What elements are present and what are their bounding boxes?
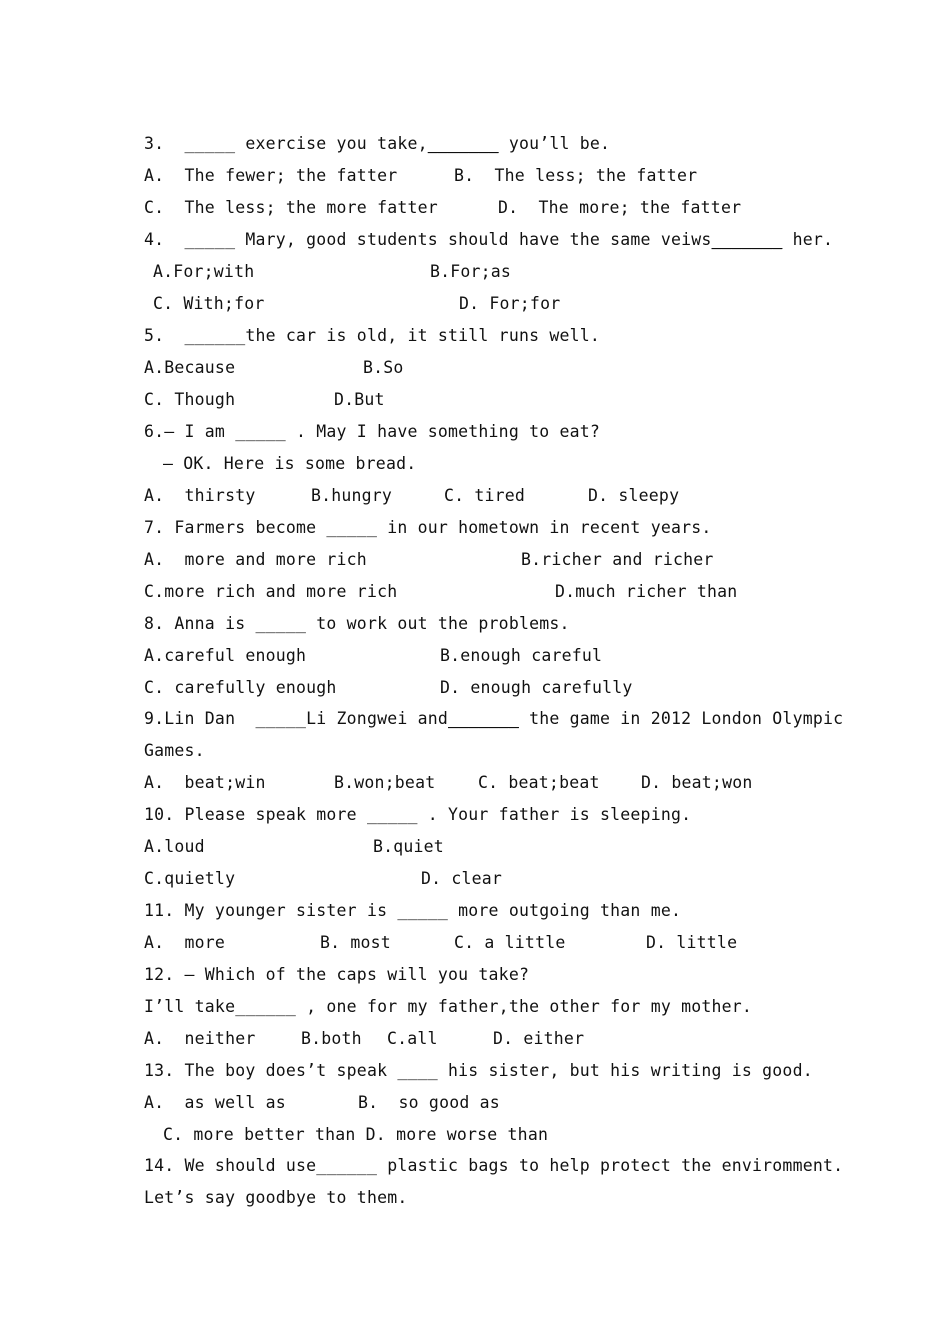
q6-option-b: B.hungry [311, 486, 393, 505]
q9-option-a: A. beat;win [144, 773, 266, 792]
q13-stem: 13. The boy does’t speak ____ his sister, but his writing is good. [144, 1061, 813, 1080]
q12-reply: I’ll take______ , one for my father,the other for my mother. [144, 997, 753, 1016]
q8-option-a: A.careful enough [144, 646, 307, 665]
q9-stem [144, 709, 843, 729]
q4-stem-text: 4. _____ Mary, good students should have the same veiws [144, 230, 712, 249]
q4-stem-end: her. [782, 230, 834, 249]
q11-option-a: A. more [144, 933, 226, 952]
q12-option-c: C.all [387, 1029, 438, 1048]
q11-option-c: C. a little [454, 933, 566, 952]
q5-option-d: D.But [334, 390, 385, 409]
q12-option-a: A. neither [144, 1029, 256, 1048]
q7-stem: 7. Farmers become _____ in our hometown in recent years. [144, 518, 712, 537]
q12-option-b: B.both [301, 1029, 362, 1048]
q11-stem: 11. My younger sister is _____ more outgoing than me. [144, 901, 682, 920]
q3-stem-end: you’ll be. [498, 134, 611, 153]
q13-option-b: B. so good as [358, 1093, 500, 1112]
q10-stem: 10. Please speak more _____ . Your father is sleeping. [144, 805, 692, 824]
q11-option-b: B. most [320, 933, 391, 952]
q4-option-c: C. With;for [153, 294, 265, 313]
q9-stem-text: 9.Lin Dan _____Li Zongwei and [144, 709, 449, 728]
q3-option-b: B. The less; the fatter [454, 166, 698, 185]
q10-option-a: A.loud [144, 837, 205, 856]
q10-option-d: D. clear [421, 869, 503, 888]
q9-option-c: C. beat;beat [478, 773, 600, 792]
q14-stem: 14. We should use______ plastic bags to help protect the enviromment. [144, 1156, 844, 1175]
q3-option-c: C. The less; the more fatter [144, 198, 438, 217]
q5-option-a: A.Because [144, 358, 236, 377]
q9-stem-continued: Games. [144, 741, 205, 760]
q14-stem-continued: Let’s say goodbye to them. [144, 1188, 408, 1207]
q9-option-b: B.won;beat [334, 773, 436, 792]
q4-blank: _______ [711, 230, 783, 249]
q3-stem-text: 3. _____ exercise you take, [144, 134, 428, 153]
q8-option-d: D. enough carefully [440, 678, 633, 697]
q3-option-a: A. The fewer; the fatter [144, 166, 398, 185]
q6-stem: 6.— I am _____ . May I have something to eat? [144, 422, 601, 441]
q11-option-d: D. little [646, 933, 738, 952]
q6-reply: — OK. Here is some bread. [163, 454, 417, 473]
q13-options-c-d: C. more better than D. more worse than [163, 1125, 549, 1144]
q4-option-a: A.For;with [153, 262, 255, 281]
q4-option-d: D. For;for [459, 294, 561, 313]
q7-option-d: D.much richer than [555, 582, 738, 601]
q8-stem: 8. Anna is _____ to work out the problems. [144, 614, 570, 633]
q8-option-b: B.enough careful [440, 646, 603, 665]
q7-option-a: A. more and more rich [144, 550, 367, 569]
q10-option-c: C.quietly [144, 869, 236, 888]
q9-blank: _______ [448, 709, 519, 728]
q3-stem [144, 134, 610, 154]
q6-option-a: A. thirsty [144, 486, 256, 505]
q9-stem-end: the game in 2012 London Olympic [518, 709, 844, 728]
q12-option-d: D. either [493, 1029, 585, 1048]
q5-option-b: B.So [363, 358, 404, 377]
q4-stem [144, 230, 833, 250]
q7-option-c: C.more rich and more rich [144, 582, 398, 601]
q6-option-d: D. sleepy [588, 486, 680, 505]
q13-option-a: A. as well as [144, 1093, 286, 1112]
q6-option-c: C. tired [444, 486, 526, 505]
q3-blank: _______ [427, 134, 499, 153]
q7-option-b: B.richer and richer [521, 550, 714, 569]
q12-stem: 12. — Which of the caps will you take? [144, 965, 530, 984]
q5-option-c: C. Though [144, 390, 236, 409]
q8-option-c: C. carefully enough [144, 678, 337, 697]
q10-option-b: B.quiet [373, 837, 444, 856]
q9-option-d: D. beat;won [641, 773, 753, 792]
q5-stem: 5. ______the car is old, it still runs well. [144, 326, 601, 345]
q3-option-d: D. The more; the fatter [498, 198, 742, 217]
q4-option-b: B.For;as [430, 262, 512, 281]
